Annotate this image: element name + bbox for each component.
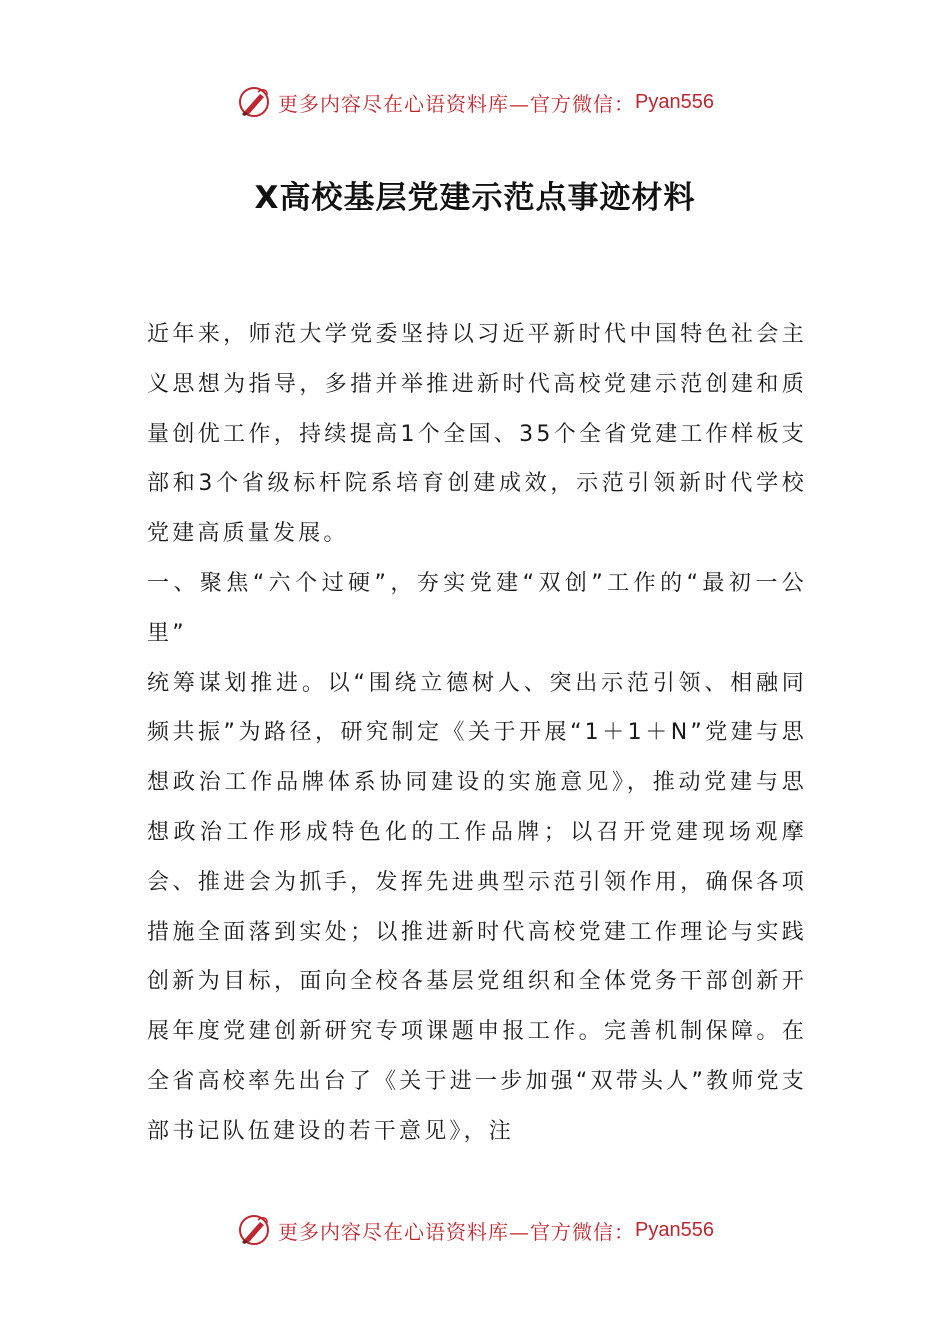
watermark-wechat-id: Pyan556 xyxy=(635,1218,714,1241)
paragraph-intro: 近年来，师范大学党委坚持以习近平新时代中国特色社会主义思想为指导，多措并举推进新时代高校党建示范创建和质量创优工作，持续提高1个全国、35个全省党建工作样板支部和3个省级标杆院系培育创建成效，示范引领新时代学校党建高质量发展。 xyxy=(147,322,807,547)
document-body xyxy=(147,310,807,1157)
watermark-text: 更多内容尽在心语资料库—官方微信： xyxy=(278,91,636,116)
watermark-wechat-id: Pyan556 xyxy=(635,90,714,113)
pen-logo-icon xyxy=(236,84,272,120)
pen-logo-icon xyxy=(236,1212,272,1248)
watermark-banner-top xyxy=(0,80,950,124)
paragraph-planning: 统筹谋划推进。以“围绕立德树人、突出示范引领、相融同频共振”为路径，研究制定《关于开展“1＋1＋N”党建与思想政治工作品牌体系协同建设的实施意见》，推动党建与思想政治工作形成特色化的工作品牌；以召开党建现场观摩会、推进会为抓手，发挥先进典型示范引领作用，确保各项措施全面落到实处；以推进新时代高校党建工作理论与实践创新为目标，面向全校各基层党组织和全体党务干部创新开展年度党建创新研究专项课题申报工作。完善机制保障。在全省高校率先出台了《关于进一步加强“双带头人”教师党支部书记队伍建设的若干意见》，注 xyxy=(147,670,807,1144)
watermark-text: 更多内容尽在心语资料库—官方微信： xyxy=(278,1219,636,1244)
section-heading: 一、聚焦“六个过硬”，夯实党建“双创”工作的“最初一公里” xyxy=(147,570,807,646)
watermark-banner-bottom xyxy=(0,1208,950,1252)
document-title: X高校基层党建示范点事迹材料 xyxy=(254,180,696,216)
